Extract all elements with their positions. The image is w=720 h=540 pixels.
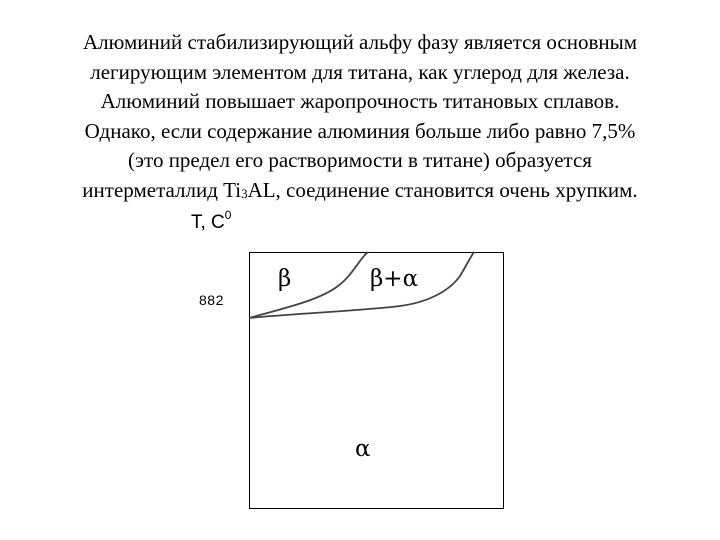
y-axis-label-text: Т, С: [191, 212, 225, 233]
line6-subscript: 3: [241, 185, 248, 201]
paragraph-line-1: Алюминий стабилизирующий альфу фазу является основным: [82, 30, 638, 54]
paragraph-line-3: Алюминий повышает жаропрочность титановых сплавов.: [100, 89, 620, 113]
line6-post: AL, соединение становится очень хрупким.: [247, 177, 638, 202]
y-tick-882: 882: [199, 292, 224, 308]
line6-pre: интерметаллид Ti: [82, 177, 242, 202]
paragraph-line-4: Однако, если содержание алюминия больше либо равно 7,5%: [84, 118, 636, 143]
phase-label-alpha: α: [355, 436, 371, 462]
phase-label-beta-alpha: β+α: [370, 266, 419, 292]
beta-transus-curve: [249, 252, 368, 318]
paragraph-line-2: легирующим элементом для титана, как углерод для железа.: [90, 59, 630, 84]
phase-label-beta: β: [278, 266, 292, 292]
paragraph-line-5: (это предел его растворимости в титане) образуется: [128, 148, 592, 172]
y-axis-label-degree: 0: [224, 208, 232, 222]
